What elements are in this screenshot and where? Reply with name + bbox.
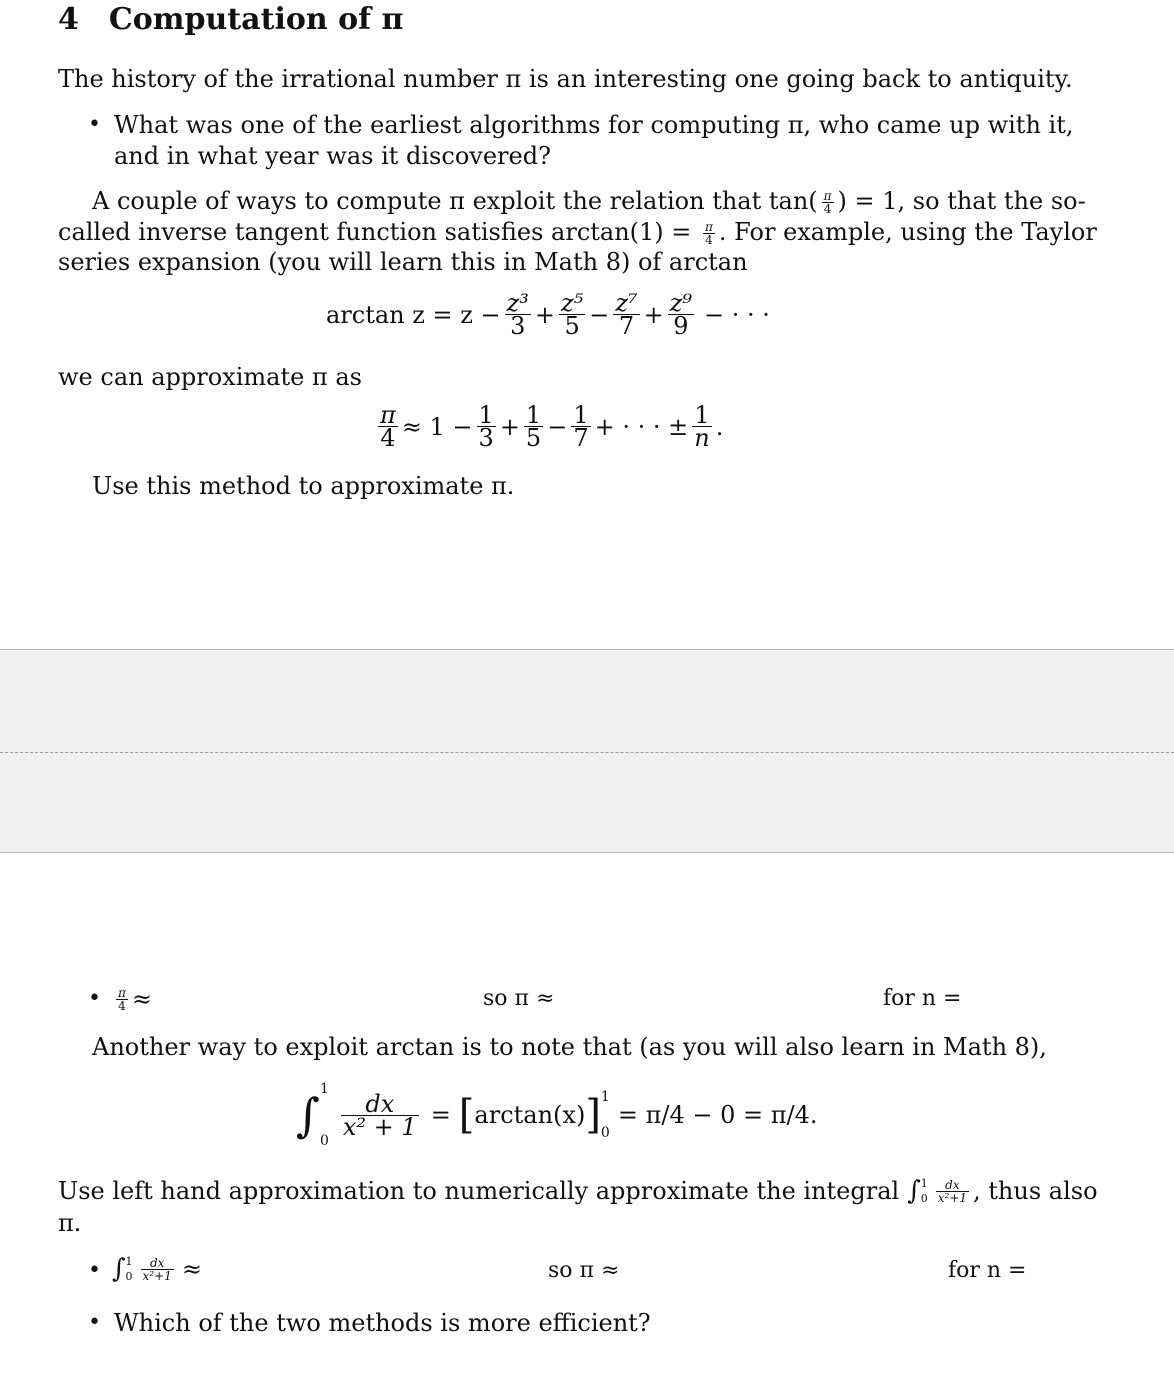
frac-num: π [118, 985, 126, 1000]
left-bracket: [ [458, 1092, 475, 1138]
term-den: 3 [510, 312, 526, 340]
small-integrand-2 [141, 1257, 174, 1282]
left-hand-line2: π. [58, 1209, 82, 1237]
term-den: n [694, 424, 710, 452]
integral-sign: ∫ [296, 1088, 320, 1142]
lower-limit: 0 [920, 1192, 928, 1205]
section-heading [58, 2, 403, 37]
integrand-num: dx [149, 1255, 165, 1270]
intro-text: The history of the irrational number π is an interesting one going back to antiquity. [58, 65, 1073, 93]
para-line2a: called inverse tangent function satisfies arctan(1) = [58, 218, 700, 246]
term-num: 1 [525, 401, 542, 429]
integral-identity-equation [296, 1080, 817, 1150]
term-num: 1 [694, 401, 710, 429]
question-efficiency: Which of the two methods is more efficient? [114, 1309, 651, 1337]
taylor-term-4 [668, 289, 694, 340]
bracket-upper: 1 [600, 1089, 610, 1105]
term-den: 5 [525, 424, 542, 452]
term-den: 5 [564, 312, 580, 340]
answer1-fraction [116, 987, 128, 1012]
para-line1b: ) = 1, so that the so- [837, 187, 1086, 215]
term-num: z³ [506, 289, 529, 317]
leibniz-term-3 [571, 401, 590, 452]
integrand-den: x² + 1 [342, 1112, 417, 1141]
term-den: 9 [673, 312, 689, 340]
frac-num: π [705, 220, 713, 234]
taylor-series-equation [326, 289, 770, 340]
integral-equals: = [430, 1101, 451, 1129]
leibniz-end: . [715, 412, 724, 441]
taylor-term-2 [559, 289, 585, 340]
term-den: 3 [478, 424, 494, 452]
taylor-op: − · · · [704, 300, 770, 329]
term-num: z⁹ [669, 289, 693, 317]
question-earliest-algorithm-line1: What was one of the earliest algorithms for computing π, who came up with it, [114, 111, 1074, 139]
frac-num: π [823, 189, 832, 203]
paragraph-line1 [92, 186, 1086, 216]
taylor-term-3 [613, 289, 639, 340]
left-hand-line1a: Use left hand approximation to numerically approximate the integral [58, 1177, 900, 1205]
answer2-integral [112, 1254, 202, 1284]
bullet-answer2: • [88, 1258, 101, 1283]
taylor-op: − [589, 300, 610, 329]
integrand-num: dx [945, 1177, 960, 1192]
section-number: 4 [58, 2, 79, 37]
answer2-so-pi: so π ≈ [548, 1258, 620, 1283]
small-integral-sign: ∫ [907, 1176, 921, 1206]
integrand-den: x²+1 [937, 1190, 968, 1205]
term-den: 7 [573, 424, 589, 452]
leibniz-series-equation [374, 401, 724, 452]
term-num: z⁵ [561, 289, 584, 317]
answer-box-bottom-border [0, 852, 1174, 853]
upper-limit: 1 [319, 1081, 329, 1097]
upper-limit: 1 [125, 1255, 133, 1268]
taylor-op: + [534, 300, 556, 329]
bullet-q-last: • [88, 1310, 101, 1335]
leibniz-op: + [499, 412, 520, 441]
bracket-limits [601, 1090, 610, 1140]
term-num: 1 [573, 401, 589, 429]
left-hand-line1b: , thus also [973, 1177, 1098, 1205]
bracket-content: arctan(x) [474, 1101, 586, 1129]
integrand-fraction [341, 1089, 419, 1141]
term-num: z⁷ [615, 289, 638, 317]
small-integral-limits [921, 1178, 928, 1204]
another-way-text: Another way to exploit arctan is to note that (as you will also learn in Math 8), [92, 1033, 1047, 1061]
term-den: 4 [380, 424, 396, 452]
paragraph-line3: series expansion (you will learn this in Math 8) of arctan [58, 248, 748, 276]
leibniz-term-2 [524, 401, 543, 452]
leibniz-lhs [378, 401, 398, 452]
right-bracket: ] [585, 1092, 601, 1138]
leibniz-approx: ≈ 1 − [401, 412, 473, 441]
answer1-approx: ≈ [131, 985, 152, 1013]
answer1-for-n: for n = [883, 986, 962, 1011]
term-num: π [380, 401, 396, 429]
leibniz-term-last [692, 401, 711, 452]
pi-over-4-fraction [822, 190, 834, 215]
lower-limit: 0 [319, 1133, 329, 1149]
term-num: 1 [478, 401, 494, 429]
frac-den: 4 [118, 998, 126, 1013]
bullet-answer1: • [88, 986, 101, 1011]
frac-den: 4 [823, 202, 832, 216]
answer2-approx: ≈ [181, 1255, 202, 1283]
taylor-term-1 [505, 289, 531, 340]
frac-den: 4 [705, 233, 713, 247]
leibniz-op: − [547, 412, 568, 441]
answer1-so-pi: so π ≈ [483, 986, 555, 1011]
question-earliest-algorithm-line2: and in what year was it discovered? [114, 142, 551, 170]
small-integral-limits-2 [126, 1256, 133, 1282]
bracket-lower: 0 [600, 1125, 610, 1141]
answer-box-top-border [0, 649, 1174, 650]
taylor-op: + [643, 300, 664, 329]
answer-box-divider [0, 752, 1174, 753]
approx-intro-text: we can approximate π as [58, 363, 362, 391]
para-line2b: . For example, using the Taylor [718, 218, 1097, 246]
small-integral-sign-2: ∫ [112, 1254, 126, 1284]
use-method-text: Use this method to approximate π. [92, 472, 515, 500]
answer2-for-n: for n = [948, 1258, 1027, 1283]
upper-limit: 1 [920, 1177, 928, 1190]
leibniz-term-1 [477, 401, 496, 452]
integral-result: = π/4 − 0 = π/4. [617, 1101, 818, 1129]
integrand-num: dx [365, 1089, 395, 1118]
term-den: 7 [618, 312, 635, 340]
section-title: Computation of π [108, 2, 404, 37]
leibniz-op: + · · · ± [594, 412, 689, 441]
small-integrand [936, 1179, 969, 1204]
paragraph-line2 [58, 217, 1097, 247]
integrand-den: x²+1 [142, 1268, 172, 1283]
integral-limits [320, 1082, 329, 1148]
left-hand-line1 [58, 1176, 1098, 1206]
para-line1a: A couple of ways to compute π exploit the relation that tan( [92, 187, 818, 215]
taylor-lhs: arctan z = z − [326, 300, 501, 329]
pi-over-4-fraction-2 [703, 221, 715, 246]
answer1-pi-over-4 [112, 984, 152, 1014]
lower-limit: 0 [125, 1270, 133, 1283]
bullet-q1: • [88, 112, 101, 137]
